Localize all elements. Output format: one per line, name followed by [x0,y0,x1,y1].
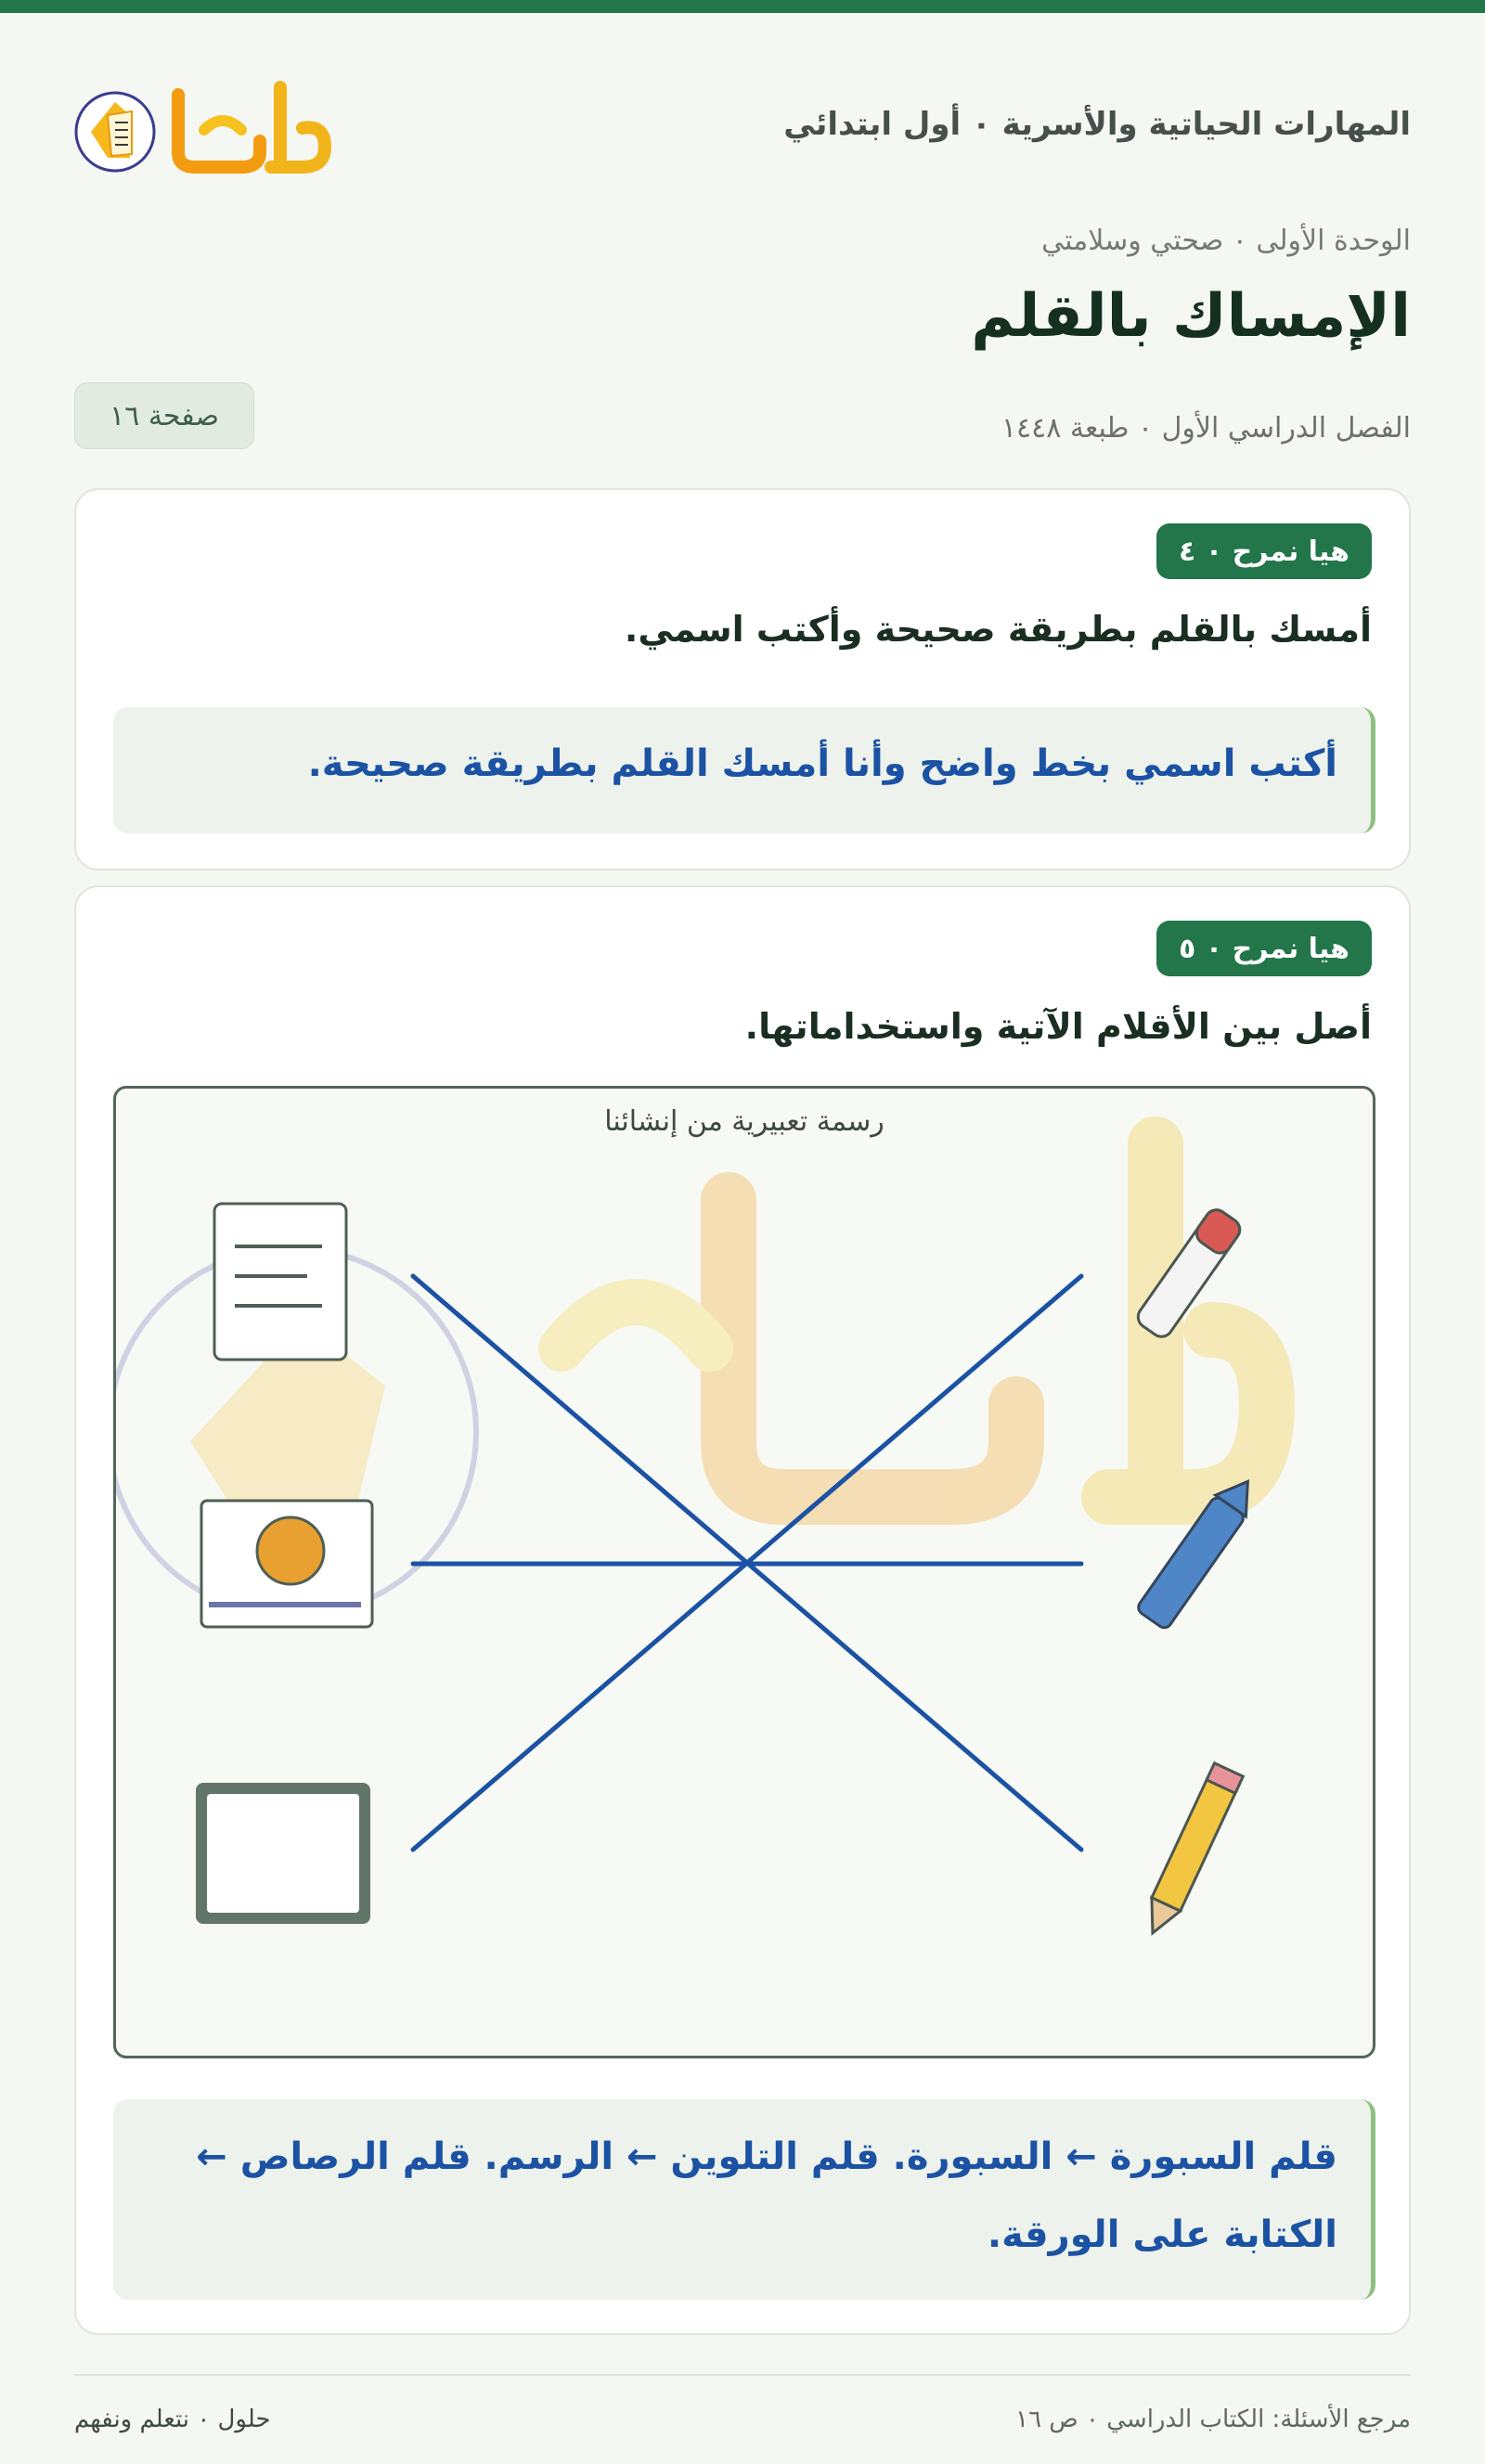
question-text: أمسك بالقلم بطريقة صحيحة وأكتب اسمي. [624,609,1372,650]
header [74,65,1411,176]
whiteboard-icon [196,1783,370,1924]
footer-reference: مرجع الأسئلة: الكتاب الدراسي ٠ ص ١٦ [1015,2406,1411,2433]
edition-label: الفصل الدراسي الأول ٠ طبعة ١٤٤٨ [1001,412,1411,445]
exercise-badge: هيا نمرح ٠ ٥ [1156,921,1372,976]
exercise-badge: هيا نمرح ٠ ٤ [1156,523,1372,579]
exercise-card-4 [74,488,1411,871]
answer-text: أكتب اسمي بخط واضح وأنا أمسك القلم بطريقة صحيحة. [307,742,1337,785]
pencil-icon [1139,1763,1244,1940]
top-accent-bar [0,0,1485,13]
exercise-card-5 [74,885,1411,2335]
footer-brand: حلول ٠ نتعلم ونفهم [74,2406,271,2433]
site-logo[interactable] [74,74,334,176]
footer-divider [74,2374,1411,2376]
answer-text: قلم السبورة ← السبورة. قلم التلوين ← الرسم. قلم الرصاص ← الكتابة على الورقة. [196,2135,1337,2256]
paper-writing-icon [214,1204,346,1360]
answer-box [113,707,1375,833]
page-title: الإمساك بالقلم [971,282,1411,351]
subject-title: المهارات الحياتية والأسرية ٠ أول ابتدائي [783,106,1411,143]
figure-caption: رسمة تعبيرية من إنشائنا [604,1105,885,1138]
question-text: أصل بين الأقلام الآتية واستخداماتها. [744,1006,1372,1047]
unit-label: الوحدة الأولى ٠ صحتي وسلامتي [1041,225,1411,257]
matching-figure [113,1086,1375,2058]
page [0,13,1485,2464]
page-number-badge: صفحة ١٦ [74,382,254,449]
answer-box [113,2099,1375,2300]
drawing-icon [201,1501,372,1627]
